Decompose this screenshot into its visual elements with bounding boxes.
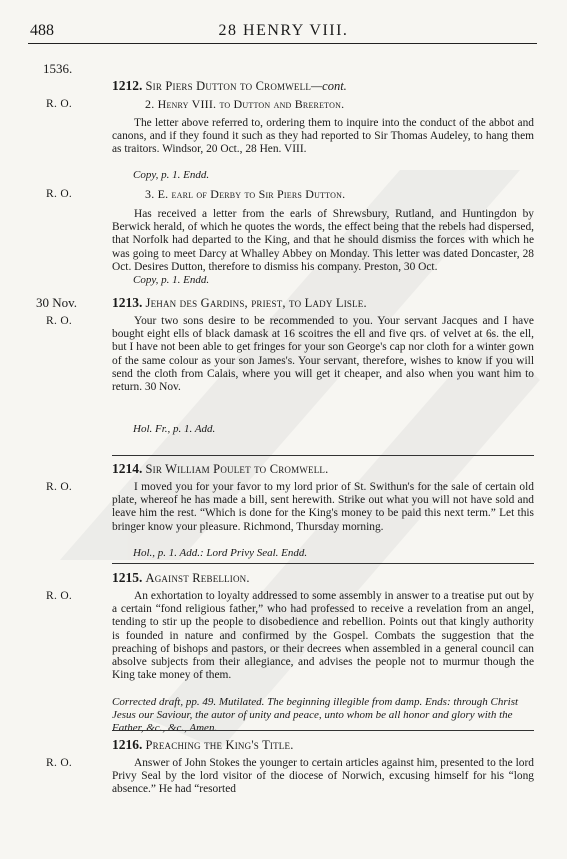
entry-heading: 1215. Against Rebellion. [112,570,250,585]
record-office-label: R. O. [46,590,73,602]
entry-separator [112,563,534,564]
entry-text: Has received a letter from the earls of Shrewsbury, Rutland, and Huntingdon by Berwick herald, of which he quotes the words, the effect being that the rebels had dispersed, that Norfolk had departed to the King, and that he should dismiss the forces with which he was going to meet Darcy at Whalley Abbey on Monday. This letter was dated Doncaster, 28 Oct. Desires Dutton, therefore to dismiss his company. Preston, 30 Oct. [112,208,534,273]
entry-note: Corrected draft, pp. 49. Mutilated. The beginning illegible from damp. Ends: through Christ Jesus our Saviour, the autor of unity and peace, unto whom be all honor and glory with the Father, &c., &c., Amen. [112,696,519,735]
entry-text: An exhortation to loyalty addressed to some assembly in answer to a treatise put out by a certain “fond religious father,” who had professed to receive a revelation from an angel, tending to stir up the people to disobedience and rebellion. Points out that kingly authority is founded in nature and confirmed by the Gospel. Combats the suggestion that the preaching of bishops and pastors, or their decrees when assembled in a general council can absolve subjects from their allegiance, and advises the people not to murmur though the King take money of them. [112,590,534,682]
entry-text: The letter above referred to, ordering them to inquire into the conduct of the abbot and canons, and if they found it such as they had reported to Sir Thomas Audeley, to hang them as traitors. Windsor, 20 Oct., 28 Hen. VIII. [112,117,534,156]
sub-heading: 3. E. earl of Derby to Sir Piers Dutton. [145,187,346,201]
entry-date: 30 Nov. [36,295,78,310]
entry-separator [112,730,534,731]
entry-text: I moved you for your favor to my lord prior of St. Swithun's for the sale of certain old plate, whereof he has made a bill, sent herewith. Strike out what you will not have sold and leave him the rest. “Which is done for the King's money to be paid this next term.” Let this bringer know your pleasure. Richmond, Thursday morning. [112,481,534,533]
entry-note: Hol. Fr., p. 1. Add. [133,423,216,435]
record-office-label: R. O. [46,188,73,200]
record-office-label: R. O. [46,98,73,110]
entry-heading: 1216. Preaching the King's Title. [112,737,294,752]
page-number: 488 [30,22,54,39]
header-rule [28,43,537,44]
running-title: 28 HENRY VIII. [218,22,349,39]
record-office-label: R. O. [46,315,73,327]
sub-heading: 2. Henry VIII. to Dutton and Brereton. [145,97,345,111]
page-header [0,22,567,42]
year-label: 1536. [43,61,73,76]
entry-text: Answer of John Stokes the younger to certain articles against him, presented to the lord Privy Seal by the lord visitor of the diocese of Norwich, excusing himself for his “long absence.” He had “resorted [112,757,534,796]
entry-note: Copy, p. 1. Endd. [133,274,210,286]
record-office-label: R. O. [46,757,73,769]
record-office-label: R. O. [46,481,73,493]
entry-heading: 1212. Sir Piers Dutton to Cromwell—cont. [112,78,347,93]
entry-separator [112,455,534,456]
entry-heading: 1213. Jehan des Gardins, priest, to Lady Lisle. [112,295,367,310]
entry-heading: 1214. Sir William Poulet to Cromwell. [112,461,329,476]
entry-text: Your two sons desire to be recommended to you. Your servant Jacques and I have bought eight ells of black damask at 16 scoitres the ell and five qrs. of velvet at 6s. the ell, but I have not been able to get fringes for your son George's cap nor cloth for a winter gown of the same colour as your son James's. Your servant, therefore, wishes to know if you will send the cloth from Calais, where you will get it cheaper, and also when you want him to return. 30 Nov. [112,315,534,394]
entry-note: Hol., p. 1. Add.: Lord Privy Seal. Endd. [133,547,308,559]
entry-note: Copy, p. 1. Endd. [133,169,210,181]
